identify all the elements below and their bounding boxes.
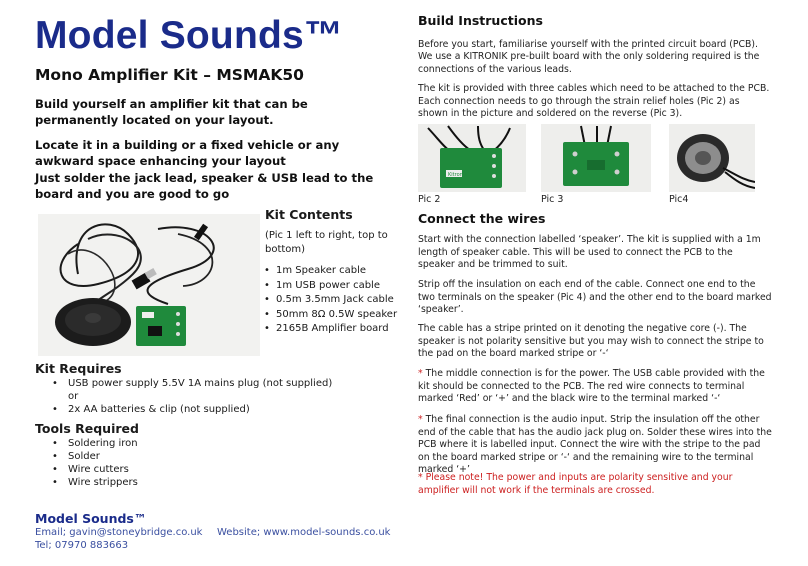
kit-contents-note: (Pic 1 left to right, top to bottom) [265,230,388,255]
connect-paragraph-3: The cable has a stripe printed on it denoting the negative core (-). The speaker is not polarity sensitive but you may wish to connect the stripe to the pad on the board marked stripe or ‘-‘ [418,323,764,359]
build-paragraph-2: The kit is provided with three cables which need to be attached to the PCB. Each connection needs to go through the strain relief holes (Pic 2) as shown in the picture and soldered on the reverse (Pic 3). [418,83,770,119]
connect-paragraph-2: Strip off the insulation on each end of the cable. Connect one end to the two terminals on the speaker (Pic 4) and the other end to the board marked ‘speaker’. [418,279,772,315]
kit-contents-list [262,264,402,337]
kit-contents-heading: Kit Contents [265,207,353,222]
intro-paragraph-1: Build yourself an amplifier kit that can be permanently located on your layout. [35,97,308,127]
connect-wires-heading: Connect the wires [418,211,546,226]
list-item: • 2165B Amplifier board [262,322,402,337]
list-item: • 2x AA batteries & clip (not supplied) [50,403,332,416]
kit-requires-or: or [68,391,79,402]
list-item: • 0.5m 3.5mm Jack cable [262,293,402,308]
intro-paragraph-2: Locate it in a building or a fixed vehicle or any awkward space enhancing your layout [35,138,340,168]
list-item: • Soldering iron [50,437,138,450]
footer-brand: Model Sounds™ [35,511,147,526]
footer-website[interactable]: Website; www.model-sounds.co.uk [217,527,391,538]
build-paragraph-1b: We use a KITRONIK pre-built board with the only soldering required is the connections of the various leads. [418,51,760,75]
pic2-caption: Pic 2 [418,194,441,205]
connect-paragraph-5-text: The final connection is the audio input. Strip the insulation off the other end of the cable that has the audio jack plug on. Solder these wires into the PCB where it is labelled input. Connect the wire with the stripe to the pad on the board marked stripe or ‘-‘ and the remaining wire to the terminal marked ‘+’ [418,414,772,475]
list-item: • Wire strippers [50,476,138,489]
list-item: • Solder [50,450,138,463]
brand-title: Model Sounds™ [35,14,344,57]
pic4-caption: Pic4 [669,194,689,205]
star-marker: * [418,414,423,425]
connect-paragraph-4-text: The middle connection is for the power. The USB cable provided with the kit should be connected to the PCB. The red wire connects to terminal marked ‘Red’ or ‘+’ and the black wire to the terminal marked ‘-‘ [418,368,765,404]
kit-requires-heading: Kit Requires [35,361,122,376]
connect-paragraph-4 [418,368,772,406]
tools-heading: Tools Required [35,421,139,436]
pic4-photo [669,124,755,192]
list-item: • 50mm 8Ω 0.5W speaker [262,308,402,323]
product-subtitle: Mono Amplifier Kit – MSMAK50 [35,66,304,84]
connect-paragraph-1: Start with the connection labelled ‘speaker’. The kit is supplied with a 1m length of speaker cable. This will be used to connect the PCB to the speaker and be trimmed to suit. [418,234,761,270]
star-marker: * [418,368,423,379]
list-item: • USB power supply 5.5V 1A mains plug (not supplied) [50,377,332,390]
list-item: • 1m Speaker cable [262,264,402,279]
connect-paragraph-5 [418,414,772,477]
kit-contents-photo [38,214,260,356]
list-item: • Wire cutters [50,463,138,476]
pic3-caption: Pic 3 [541,194,564,205]
footer-email[interactable]: Email; gavin@stoneybridge.co.uk [35,527,203,538]
intro-paragraph-3: Just solder the jack lead, speaker & USB lead to the board and you are good to go [35,171,374,201]
build-instructions-heading: Build Instructions [418,13,543,28]
pic3-photo [541,124,651,192]
footer-tel: Tel; 07970 883663 [35,540,129,551]
pcb-label: Kitronik [448,172,468,178]
list-item: • 1m USB power cable [262,279,402,294]
build-paragraph-1a: Before you start, familiarise yourself with the printed circuit board (PCB). [418,39,758,50]
polarity-warning: * Please note! The power and inputs are polarity sensitive and your amplifier will not work if the terminals are crossed. [418,472,733,496]
pic2-photo [418,124,526,192]
tools-list [50,437,138,489]
kit-requires-list [50,377,332,416]
